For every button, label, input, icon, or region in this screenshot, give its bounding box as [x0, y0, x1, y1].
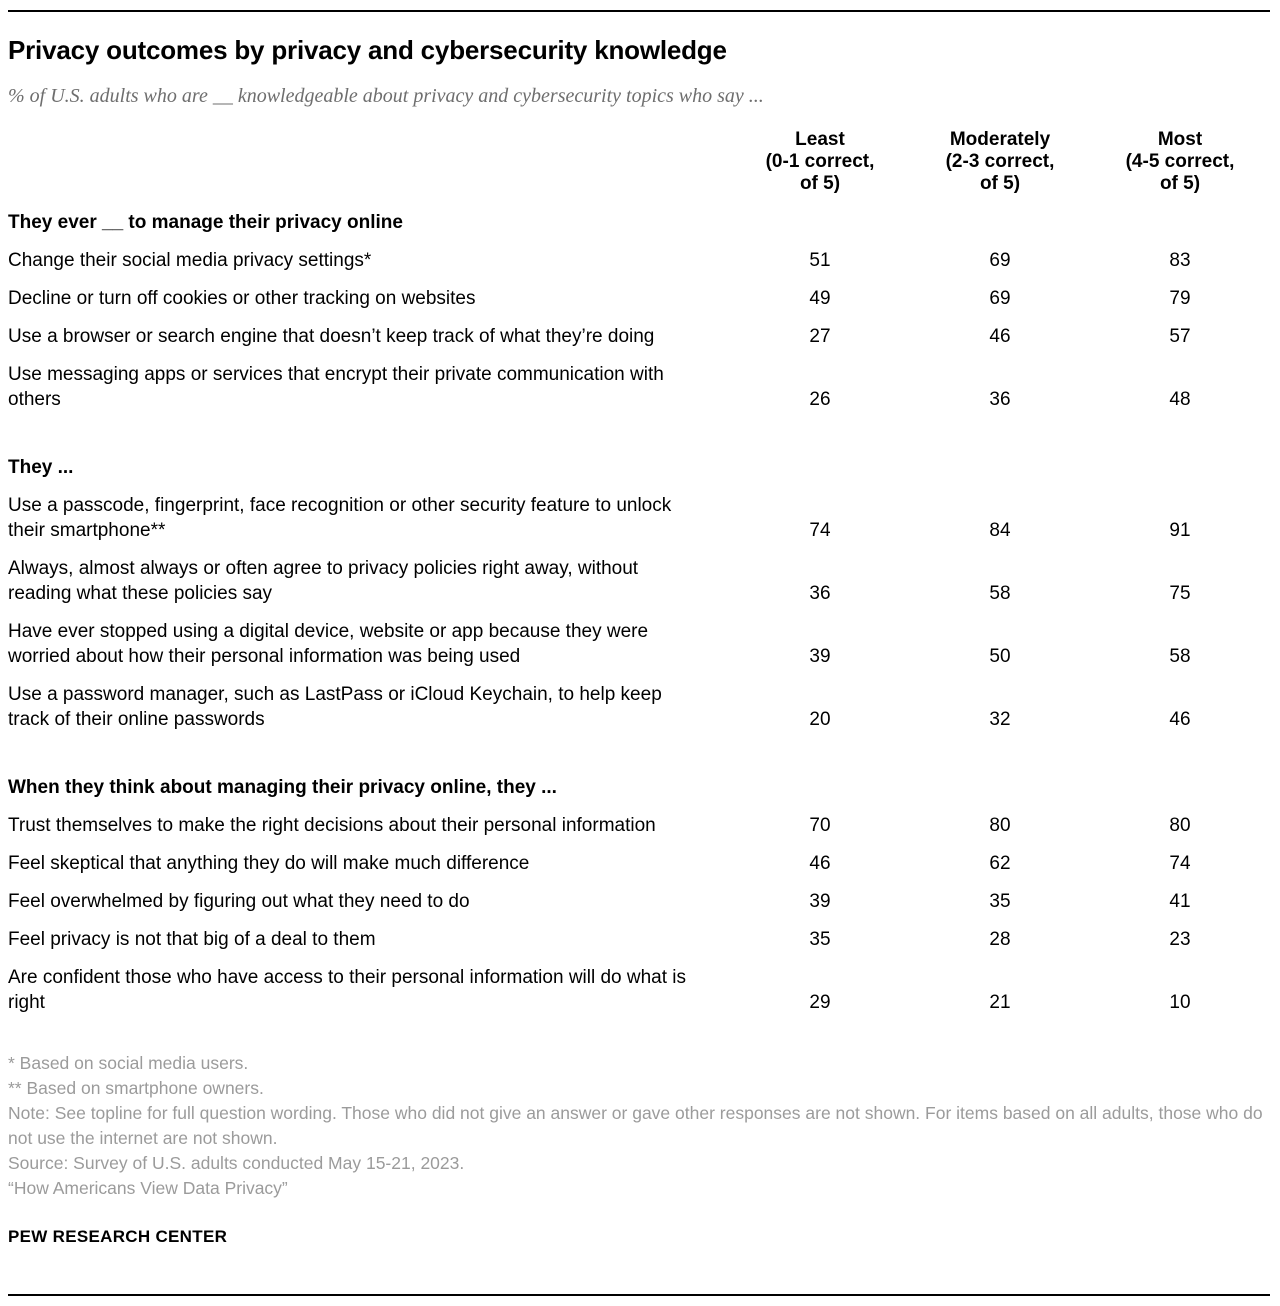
value-moderately: 21	[989, 992, 1011, 1013]
column-header-line: (4-5 correct,	[1125, 151, 1235, 172]
value-moderately: 50	[989, 646, 1011, 667]
bottom-rule	[8, 1294, 1270, 1296]
table-row	[8, 311, 1270, 349]
value-most: 41	[1169, 891, 1191, 912]
table-row	[8, 669, 1270, 732]
value-moderately: 69	[989, 288, 1011, 309]
value-least: 39	[809, 646, 831, 667]
row-label: Use a browser or search engine that doesn’t keep track of what they’re doing	[8, 326, 655, 347]
row-label: Are confident those who have access to their personal information will do what is right	[8, 967, 687, 1013]
table-row	[8, 952, 1270, 1015]
table-row	[8, 606, 1270, 669]
value-most: 79	[1169, 288, 1191, 309]
column-header-line: (0-1 correct,	[765, 151, 875, 172]
value-least: 74	[809, 520, 831, 541]
table-row	[8, 235, 1270, 273]
section-header: When they think about managing their privacy online, they ...	[8, 777, 557, 798]
value-least: 36	[809, 583, 831, 604]
column-header-line: (2-3 correct,	[945, 151, 1055, 172]
section-header-row	[8, 195, 1270, 235]
column-header-most	[1090, 129, 1270, 195]
value-moderately: 36	[989, 389, 1011, 410]
value-least: 51	[809, 250, 831, 271]
row-label: Decline or turn off cookies or other tracking on websites	[8, 288, 476, 309]
footnote-source: Source: Survey of U.S. adults conducted May 15-21, 2023.	[8, 1153, 465, 1173]
row-label: Trust themselves to make the right decisions about their personal information	[8, 815, 656, 836]
value-most: 80	[1169, 815, 1191, 836]
row-label: Feel skeptical that anything they do will make much difference	[8, 853, 530, 874]
table-row	[8, 838, 1270, 876]
value-moderately: 69	[989, 250, 1011, 271]
value-most: 10	[1169, 992, 1191, 1013]
value-most: 83	[1169, 250, 1191, 271]
value-least: 26	[809, 389, 831, 410]
column-header-least	[730, 129, 910, 195]
value-moderately: 32	[989, 709, 1011, 730]
table-row	[8, 876, 1270, 914]
value-least: 70	[809, 815, 831, 836]
table-row	[8, 800, 1270, 838]
row-label: Always, almost always or often agree to privacy policies right away, without reading what these policies say	[8, 558, 639, 604]
column-header-line: of 5)	[1159, 173, 1201, 194]
footnote-smartphone: ** Based on smartphone owners.	[8, 1078, 264, 1098]
data-table	[8, 129, 1270, 1015]
section-header-row	[8, 412, 1270, 480]
column-header-line: of 5)	[979, 173, 1021, 194]
value-moderately: 58	[989, 583, 1011, 604]
row-label: Change their social media privacy settings*	[8, 250, 372, 271]
pew-research-center-wordmark: PEW RESEARCH CENTER	[8, 1227, 228, 1246]
value-moderately: 62	[989, 853, 1011, 874]
page-title: Privacy outcomes by privacy and cybersecurity knowledge	[8, 35, 727, 65]
value-most: 46	[1169, 709, 1191, 730]
column-header-spacer	[8, 129, 730, 195]
value-least: 49	[809, 288, 831, 309]
value-most: 23	[1169, 929, 1191, 950]
value-moderately: 80	[989, 815, 1011, 836]
row-label: Use messaging apps or services that encrypt their private communication with others	[8, 364, 664, 410]
value-most: 75	[1169, 583, 1191, 604]
row-label: Use a passcode, fingerprint, face recognition or other security feature to unlock their smartphone**	[8, 495, 672, 541]
page-subtitle: % of U.S. adults who are __ knowledgeable about privacy and cybersecurity topics who say ...	[8, 85, 764, 107]
top-rule	[8, 10, 1270, 12]
value-least: 35	[809, 929, 831, 950]
value-moderately: 46	[989, 326, 1011, 347]
column-header-line: of 5)	[799, 173, 841, 194]
value-most: 48	[1169, 389, 1191, 410]
value-least: 46	[809, 853, 831, 874]
value-moderately: 28	[989, 929, 1011, 950]
table-row	[8, 914, 1270, 952]
value-least: 29	[809, 992, 831, 1013]
column-header-row	[8, 129, 1270, 195]
value-moderately: 84	[989, 520, 1011, 541]
value-most: 57	[1169, 326, 1191, 347]
row-label: Have ever stopped using a digital device, website or app because they were worried about how their personal information was being used	[8, 621, 649, 667]
section-header-row	[8, 732, 1270, 800]
value-most: 74	[1169, 853, 1191, 874]
footnote-report-title: “How Americans View Data Privacy”	[8, 1178, 288, 1198]
value-most: 58	[1169, 646, 1191, 667]
value-least: 27	[809, 326, 831, 347]
table-row	[8, 273, 1270, 311]
row-label: Feel privacy is not that big of a deal to them	[8, 929, 376, 950]
table-row	[8, 349, 1270, 412]
table-row	[8, 543, 1270, 606]
column-header-line: Least	[795, 129, 845, 150]
value-least: 20	[809, 709, 831, 730]
section-header: They ...	[8, 457, 74, 478]
footnote-note: Note: See topline for full question wording. Those who did not give an answer or gave other responses are not shown. For items based on all adults, those who do not use the internet are not shown.	[8, 1103, 1263, 1148]
section-header: They ever __ to manage their privacy online	[8, 212, 403, 233]
column-header-line: Most	[1157, 129, 1203, 150]
column-header-line: Moderately	[949, 129, 1051, 150]
footnotes	[8, 1051, 1270, 1201]
row-label: Use a password manager, such as LastPass or iCloud Keychain, to help keep track of their online passwords	[8, 684, 662, 730]
value-least: 39	[809, 891, 831, 912]
value-moderately: 35	[989, 891, 1011, 912]
value-most: 91	[1169, 520, 1191, 541]
table-row	[8, 480, 1270, 543]
footnote-social-media: * Based on social media users.	[8, 1053, 249, 1073]
column-header-moderately	[910, 129, 1090, 195]
row-label: Feel overwhelmed by figuring out what they need to do	[8, 891, 470, 912]
